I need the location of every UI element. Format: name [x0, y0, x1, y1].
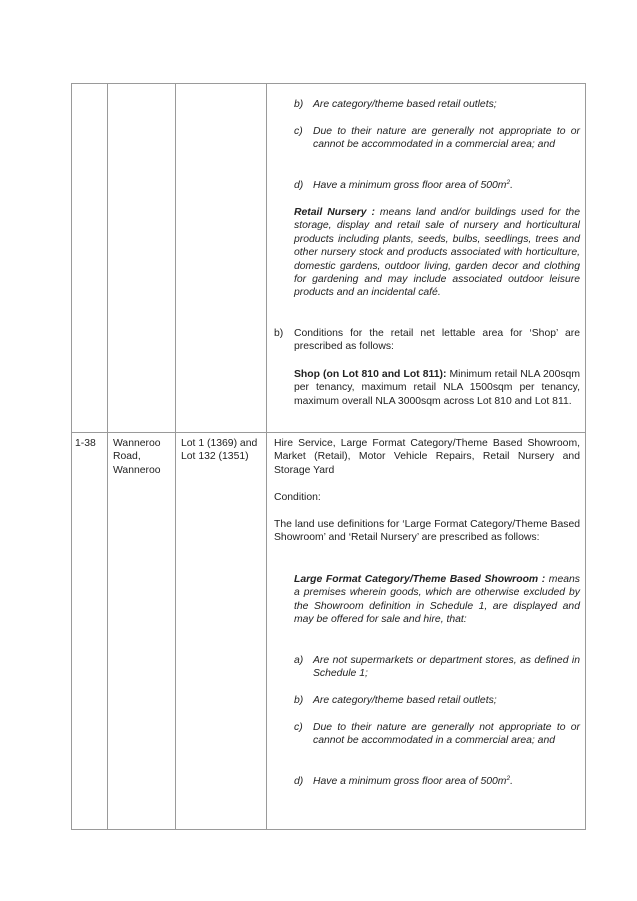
large-format-showroom-definition: Large Format Category/Theme Based Showroom : means a premises wherein goods, which are otherwise excluded by the Showroom definition in Schedule 1, are displayed and may be offered for sale and hire, that:: [294, 574, 580, 626]
definition-item-b: Are category/theme based retail outlets;: [313, 99, 497, 110]
table-left-border: [71, 83, 72, 830]
definition-item-c: Due to their nature are generally not appropriate to or cannot be accommodated in a commercial area; and: [313, 722, 580, 747]
list-marker: a): [294, 655, 304, 666]
table-top-border: [71, 83, 586, 84]
lot-cell: Lot 1 (1369) and Lot 132 (1351): [181, 438, 258, 463]
definition-item-d: Have a minimum gross floor area of $500m^2$.: [313, 775, 513, 787]
retail-nursery-definition: Retail Nursery : means land and/or buildings used for the storage, display and retail sale of nursery and horticultural products including plants, seeds, bulbs, seedlings, trees and other nursery stock and products associated with horticulture, domestic gardens, outdoor living, garden decor and clothing for gardening and may include associated outdoor leisure products and an incidental café.: [294, 207, 580, 299]
row-divider: [71, 432, 586, 433]
definition-item-b: Are category/theme based retail outlets;: [313, 695, 497, 706]
list-marker: b): [294, 99, 304, 110]
street-cell: Wanneroo Road, Wanneroo: [113, 438, 161, 476]
definitions-intro: The land use definitions for ‘Large Format Category/Theme Based Showroom’ and ‘Retail Nursery’ are prescribed as follows:: [274, 519, 580, 544]
column-divider-1: [107, 83, 108, 830]
table-right-border: [585, 83, 586, 830]
definition-item-a: Are not supermarkets or department stores, as defined in Schedule 1;: [313, 655, 580, 680]
list-marker: d): [294, 776, 304, 787]
shop-condition: Shop (on Lot 810 and Lot 811): Minimum retail NLA 200sqm per tenancy, maximum retail NLA 1500sqm per tenancy, maximum overall NLA 3000sqm across Lot 810 and Lot 811.: [294, 369, 580, 407]
table-bottom-border: [71, 829, 586, 830]
condition-label: Condition:: [274, 492, 321, 503]
schedule-number: 1-38: [75, 438, 96, 449]
list-marker: b): [274, 328, 284, 339]
list-marker: c): [294, 126, 303, 137]
permitted-uses: Hire Service, Large Format Category/Theme Based Showroom, Market (Retail), Motor Vehicle Repairs, Retail Nursery and Storage Yard: [274, 438, 580, 476]
column-divider-2: [175, 83, 176, 830]
definition-item-d: Have a minimum gross floor area of $500m^2$.: [313, 179, 513, 191]
list-marker: d): [294, 180, 304, 191]
list-marker: b): [294, 695, 304, 706]
definition-item-c: Due to their nature are generally not appropriate to or cannot be accommodated in a commercial area; and: [313, 126, 580, 151]
column-divider-3: [266, 83, 267, 830]
list-marker: c): [294, 722, 303, 733]
condition-item-b: Conditions for the retail net lettable area for ‘Shop’ are prescribed as follows:: [294, 328, 580, 353]
